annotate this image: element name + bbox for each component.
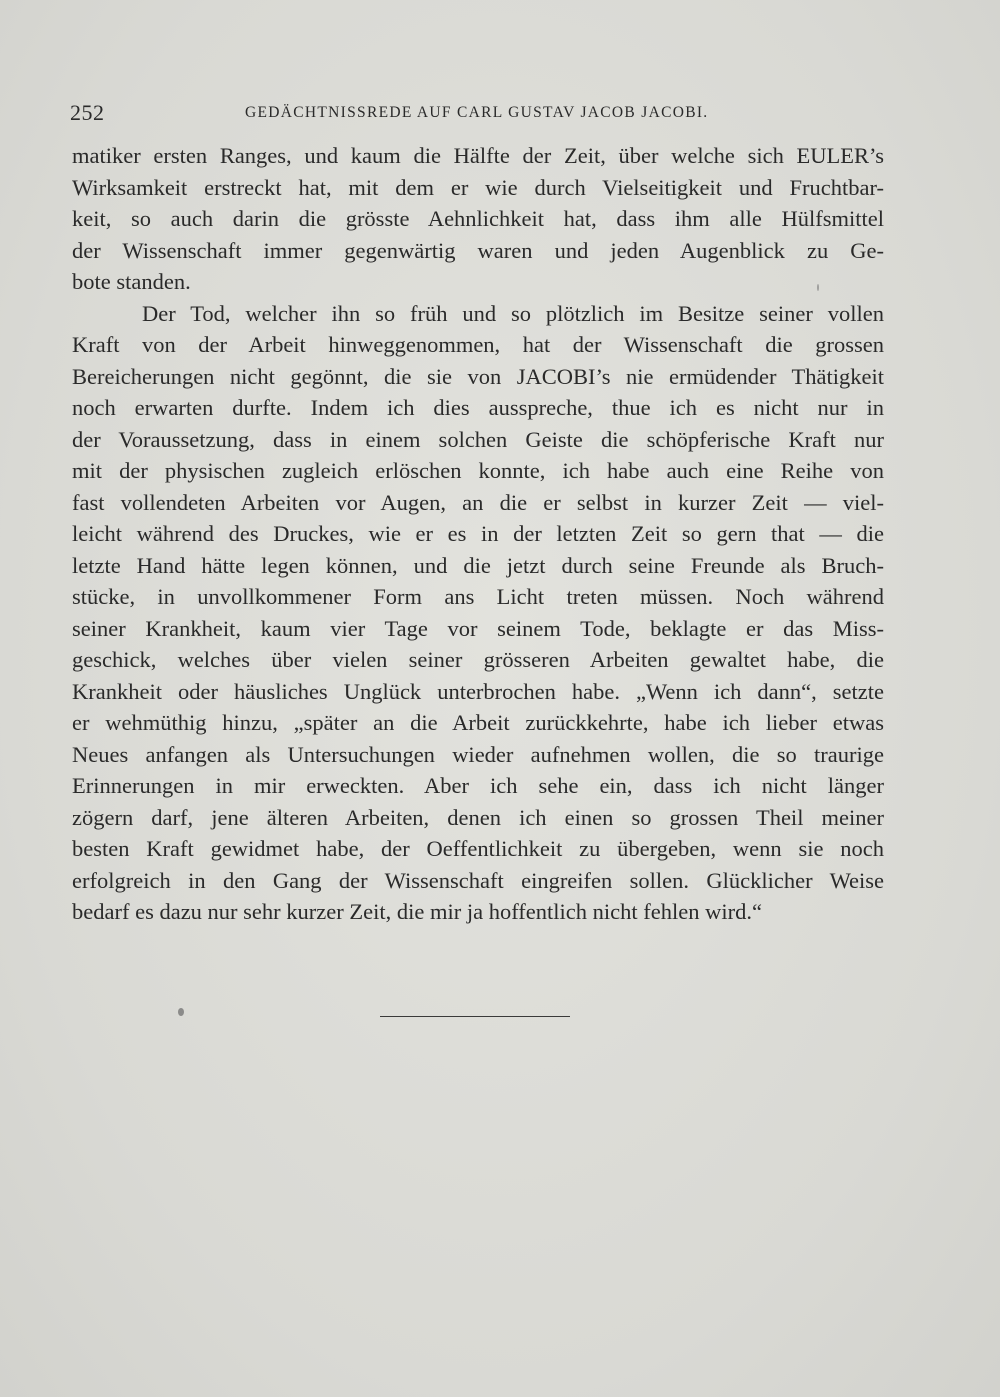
text-line: bote standen. [72,269,191,294]
page-number: 252 [70,100,105,125]
text-line: Kraft von der Arbeit hinweggenommen, hat der Wissenschaft die grossen [72,332,884,357]
page-header [70,98,890,130]
text-line: Krankheit oder häusliches Unglück unterbrochen habe. „Wenn ich dann“, setzte [72,678,884,704]
text-line: er wehmüthig hinzu, „später an die Arbeit zurückkehrte, habe ich lieber etwas [72,710,884,735]
text-line: zögern darf, jene älteren Arbeiten, denen ich einen so grossen Theil meiner [72,804,884,830]
text-line: leicht während des Druckes, wie er es in der letzten Zeit so gern that — die [72,521,884,546]
text-line: erfolgreich in den Gang der Wissenschaft eingreifen sollen. Glücklicher Weise [72,867,884,893]
text-line: Wirksamkeit erstreckt hat, mit dem er wie durch Vielseitigkeit und Fruchtbar- [72,174,884,200]
text-line: Der Tod, welcher ihn so früh und so plötzlich im Besitze seiner vollen [142,300,884,326]
text-line: fast vollendeten Arbeiten vor Augen, an die er selbst in kurzer Zeit — viel- [72,489,884,515]
text-line: Bereicherungen nicht gegönnt, die sie von JACOBI’s nie ermüdender Thätigkeit [72,363,884,389]
text-line: keit, so auch darin die grösste Aehnlichkeit hat, dass ihm alle Hülfsmittel [72,206,884,231]
text-line: matiker ersten Ranges, und kaum die Hälfte der Zeit, über welche sich EULER’s [72,143,884,168]
text-line: mit der physischen zugleich erlöschen konnte, ich habe auch eine Reihe von [72,458,884,483]
running-title: GEDÄCHTNISSREDE AUF CARL GUSTAV JACOB JACOBI. [245,104,709,121]
ink-speck [817,284,819,291]
closing-rule [380,1016,570,1017]
text-line: Erinnerungen in mir erweckten. Aber ich sehe ein, dass ich nicht länger [72,773,884,798]
ink-speck [178,1008,184,1016]
body-text [72,140,884,928]
text-line: besten Kraft gewidmet habe, der Oeffentlichkeit zu übergeben, wenn sie noch [72,836,884,861]
text-line: noch erwarten durfte. Indem ich dies ausspreche, thue ich es nicht nur in [72,395,884,420]
text-line: letzte Hand hätte legen können, und die jetzt durch seine Freunde als Bruch- [72,552,884,578]
text-line: Neues anfangen als Untersuchungen wieder aufnehmen wollen, die so traurige [72,741,884,767]
text-line: geschick, welches über vielen seiner grösseren Arbeiten gewaltet habe, die [72,647,884,672]
text-line: bedarf es dazu nur sehr kurzer Zeit, die mir ja hoffentlich nicht fehlen wird.“ [72,899,762,924]
text-line: stücke, in unvollkommener Form ans Licht treten müssen. Noch während [72,584,884,609]
text-line: der Wissenschaft immer gegenwärtig waren und jeden Augenblick zu Ge- [72,237,884,263]
text-line: seiner Krankheit, kaum vier Tage vor seinem Tode, beklagte er das Miss- [72,615,884,641]
text-line: der Voraussetzung, dass in einem solchen Geiste die schöpferische Kraft nur [72,426,884,452]
